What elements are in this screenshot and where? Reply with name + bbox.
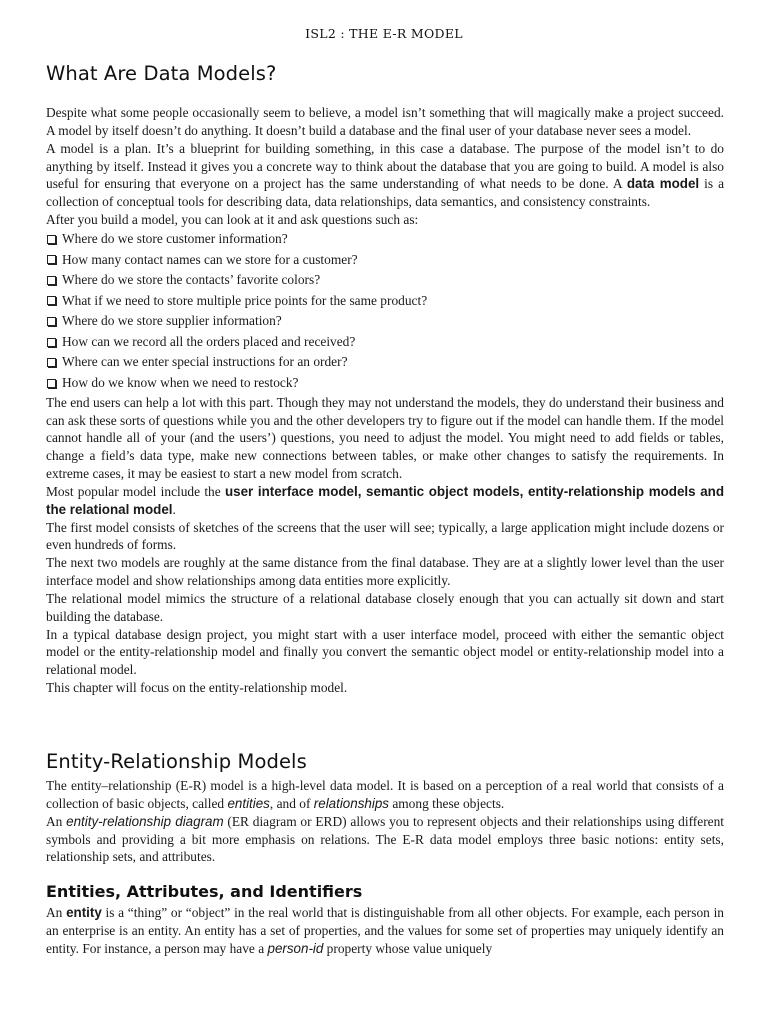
- list-item: How can we record all the orders placed and received?: [46, 332, 724, 353]
- list-item: Where do we store customer information?: [46, 229, 724, 250]
- paragraph: The end users can help a lot with this part. Though they may not understand the models, they do understand their business and can ask these sorts of questions while you and the other developers try to figure out if the model can handle them. If the model cannot handle all of your (and the users’) questions, you need to adjust the model. You might need to add fields or tables, change a field’s data type, make new connections between tables, or make other changes to satisfy the requirements. In extreme cases, it may be easiest to start a new model from scratch.: [46, 394, 724, 482]
- paragraph: The next two models are roughly at the same distance from the final database. They are at a slightly lower level than the user interface model and show relationships among data entities more explicitly.: [46, 555, 724, 589]
- paragraph: Most popular model include the user interface model, semantic object models, entity-relationship models and the relational model.: [46, 483, 725, 517]
- list-item: Where can we enter special instructions for an order?: [46, 352, 724, 373]
- list-item: Where do we store the contacts’ favorite colors?: [46, 270, 724, 291]
- list-item: Where do we store supplier information?: [46, 311, 724, 332]
- paragraph: The first model consists of sketches of the screens that the user will see; typically, a large application might include dozens or even hundreds of forms.: [46, 519, 724, 553]
- model-list-emphasis: user interface model, semantic object models, entity-relationship models and the relational model: [46, 483, 725, 517]
- term-entities: entities: [227, 795, 270, 811]
- paragraph: The relational model mimics the structure of a relational database closely enough that you can actually sit down and start building the database.: [46, 590, 724, 624]
- checkbox-bullet-icon: [47, 276, 56, 285]
- checkbox-bullet-icon: [47, 296, 56, 305]
- term-er-diagram: entity-relationship diagram: [66, 813, 224, 829]
- paragraph: In a typical database design project, you might start with a user interface model, proceed with either the semantic object model or the entity-relationship model and finally you convert the semantic object model or entity-relationship model into a relational model.: [46, 626, 724, 678]
- paragraph: An entity is a “thing” or “object” in the real world that is distinguishable from all other objects. For example, each person in an enterprise is an entity. An entity has a set of properties, and the values for some set of properties may uniquely identify an entity. For instance, a person may have a person-id property whose value uniquely: [46, 905, 724, 956]
- checkbox-bullet-icon: [47, 255, 56, 264]
- checkbox-bullet-icon: [47, 379, 56, 388]
- section-body-er-models: [46, 777, 724, 866]
- list-item: What if we need to store multiple price points for the same product?: [46, 291, 724, 312]
- checkbox-bullet-icon: [47, 235, 56, 244]
- paragraph: Despite what some people occasionally seem to believe, a model isn’t something that will magically make a project succeed. A model by itself doesn’t do anything. It doesn’t build a database and the final user of your database never sees a model.: [46, 105, 724, 138]
- subsection-title-entities: Entities, Attributes, and Identifiers: [46, 882, 363, 901]
- paragraph: The entity–relationship (E-R) model is a high-level data model. It is based on a perception of a real world that consists of a collection of basic objects, called entities, and of relationships among these objects.: [46, 778, 724, 811]
- running-header: ISL2 : THE E-R MODEL: [305, 26, 463, 41]
- term-data-model: data model: [626, 176, 700, 192]
- paragraph: A model is a plan. It’s a blueprint for building something, in this case a database. The purpose of the model isn’t to do anything by itself. Instead it gives you a concrete way to think about the database that you are going to build. A model is also useful for ensuring that everyone on a project has the same understanding of what needs to be done. A data model is a collection of conceptual tools for describing data, data relationships, data semantics, and consistency constraints.: [46, 140, 725, 210]
- section-title-data-models: What Are Data Models?: [46, 62, 277, 85]
- section-body-data-models: [46, 104, 724, 697]
- term-person-id: person-id: [267, 940, 324, 956]
- checkbox-bullet-icon: [47, 358, 56, 367]
- question-list: [46, 229, 724, 394]
- checkbox-bullet-icon: [47, 317, 56, 326]
- checkbox-bullet-icon: [47, 338, 56, 347]
- term-relationships: relationships: [313, 795, 389, 811]
- subsection-body-entities: [46, 904, 724, 958]
- list-item: How many contact names can we store for a customer?: [46, 250, 724, 271]
- section-title-er-models: Entity-Relationship Models: [46, 750, 307, 773]
- paragraph: After you build a model, you can look at it and ask questions such as:: [46, 212, 419, 228]
- paragraph: This chapter will focus on the entity-relationship model.: [46, 680, 348, 696]
- list-item: How do we know when we need to restock?: [46, 373, 724, 394]
- paragraph: An entity-relationship diagram (ER diagram or ERD) allows you to represent objects and their relationships using different symbols and providing a bit more emphasis on relations. The E-R data model employs three basic notions: entity sets, relationship sets, and attributes.: [46, 813, 725, 865]
- term-entity: entity: [66, 905, 102, 920]
